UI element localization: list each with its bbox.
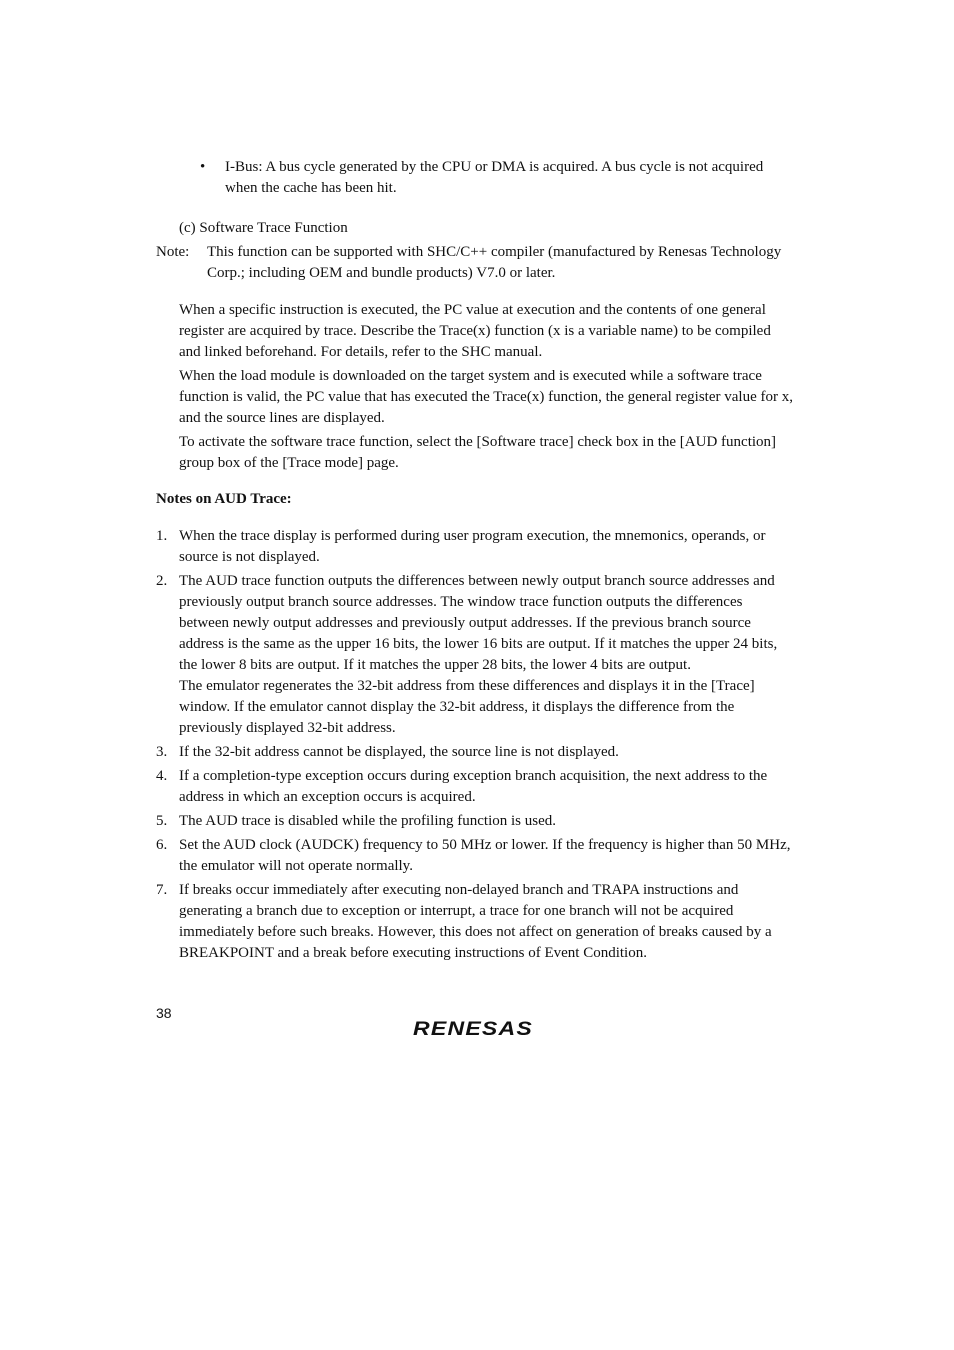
list-item xyxy=(156,571,796,739)
list-item xyxy=(156,742,796,763)
list-text: If the 32-bit address cannot be displayed, the source line is not displayed. xyxy=(179,744,619,760)
list-item xyxy=(156,766,796,808)
section-heading-software-trace: (c) Software Trace Function xyxy=(179,220,348,236)
list-item xyxy=(156,811,796,832)
list-number: 4. xyxy=(156,768,168,784)
list-number: 3. xyxy=(156,744,168,760)
list-number: 7. xyxy=(156,882,168,898)
logo-wordmark: RENESAS xyxy=(413,1019,533,1040)
paragraph: When the load module is downloaded on the target system and is executed while a software trace function is valid, the PC value that has executed the Trace(x) function, the general register value for x, and the source lines are displayed. xyxy=(179,368,793,426)
list-number: 6. xyxy=(156,837,168,853)
bullet-symbol: • xyxy=(200,159,206,175)
list-text: Set the AUD clock (AUDCK) frequency to 50 MHz or lower. If the frequency is higher than 50 MHz, the emulator will not operate normally. xyxy=(179,837,791,874)
list-item xyxy=(156,526,796,568)
paragraph: When a specific instruction is executed, the PC value at execution and the contents of one general register are acquired by trace. Describe the Trace(x) function (x is a variable name) to be compiled and linked beforehand. For details, refer to the SHC manual. xyxy=(179,302,771,360)
list-item xyxy=(156,835,796,877)
list-text: The AUD trace is disabled while the profiling function is used. xyxy=(179,813,556,829)
notes-list xyxy=(156,526,796,967)
list-text: If a completion-type exception occurs during exception branch acquisition, the next address to the address in which an exception occurs is acquired. xyxy=(179,768,768,805)
note-text: This function can be supported with SHC/C++ compiler (manufactured by Renesas Technology Corp.; including OEM and bundle products) V7.0 or later. xyxy=(207,244,782,281)
list-item xyxy=(156,880,796,964)
list-text-continued: The emulator regenerates the 32-bit address from these differences and displays it in the [Trace] window. If the emulator cannot display the 32-bit address, it displays the difference from the previously displayed 32-bit address. xyxy=(179,678,755,736)
page-number: 38 xyxy=(156,1005,172,1021)
paragraph: To activate the software trace function, select the [Software trace] check box in the [AUD function] group box of the [Trace mode] page. xyxy=(179,434,777,471)
bullet-item-ibus xyxy=(200,157,780,199)
note-label: Note: xyxy=(156,244,190,260)
list-text: When the trace display is performed during user program execution, the mnemonics, operands, or source is not displayed. xyxy=(179,528,766,565)
list-number: 2. xyxy=(156,573,168,589)
renesas-logo xyxy=(413,1016,535,1040)
note-block xyxy=(156,242,796,284)
bullet-text: I-Bus: A bus cycle generated by the CPU or DMA is acquired. A bus cycle is not acquired when the cache has been hit. xyxy=(225,159,764,196)
description-paragraphs xyxy=(179,300,794,477)
list-text: The AUD trace function outputs the differences between newly output branch source addresses and previously output branch source addresses. The window trace function outputs the differences between newly output addresses and previously output addresses. If the previous branch source address is the same as the upper 16 bits, the lower 16 bits are output. If it matches the upper 24 bits, the lower 8 bits are output. If it matches the upper 28 bits, the lower 4 bits are output. xyxy=(179,573,778,673)
notes-heading: Notes on AUD Trace: xyxy=(156,491,292,507)
list-number: 5. xyxy=(156,813,168,829)
list-number: 1. xyxy=(156,528,168,544)
list-text: If breaks occur immediately after executing non-delayed branch and TRAPA instructions and generating a branch due to exception or interrupt, a trace for one branch will not be acquired immediately before such breaks. However, this does not affect on generation of breaks caused by a BREAKPOINT and a break before executing instructions of Event Condition. xyxy=(179,882,772,961)
